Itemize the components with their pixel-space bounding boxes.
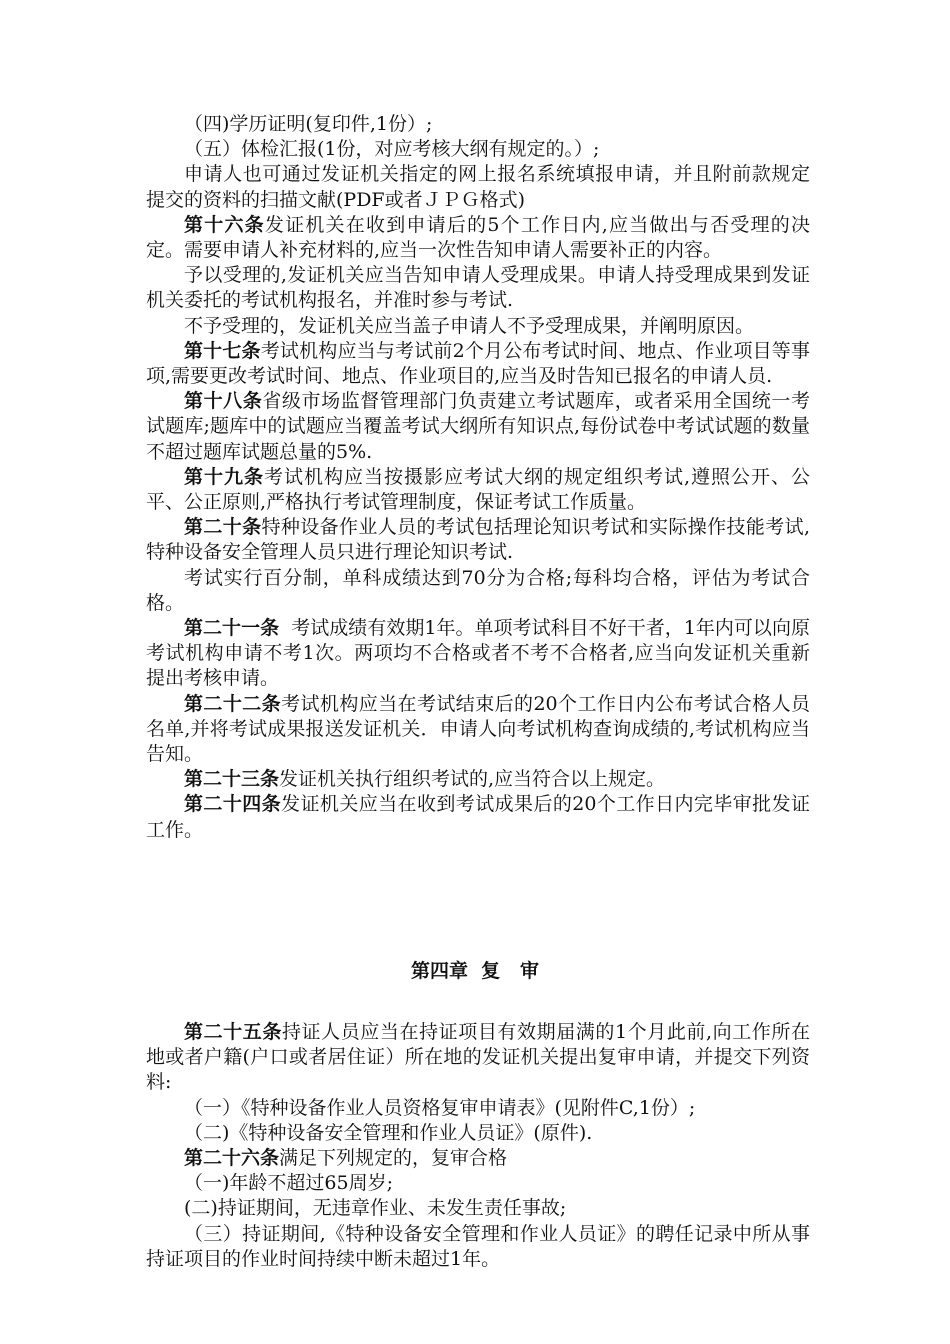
article-26-title: 第二十六条: [184, 1147, 280, 1170]
article-18-text: 省级市场监督管理部门负责建立考试题库，或者采用全国统一考试题库;题库中的试题应当覆盖考试大纲所有知识点,每份试卷中考试试题的数量不超过题库试题总量的5%.: [146, 390, 810, 463]
article-17: [146, 339, 810, 389]
article-19: [146, 465, 810, 515]
item-education-proof: （四)学历证明(复印件,1份）;: [184, 113, 433, 135]
chapter-heading: 第四章 复 审: [410, 960, 540, 982]
article-18-title: 第十八条: [184, 390, 263, 413]
article-23-text: 发证机关执行组织考试的,应当符合以上规定。: [279, 768, 666, 791]
paragraph-online-application: 申请人也可通过发证机关指定的网上报名系统填报申请，并且附前款规定提交的资料的扫描文献(PDF或者ＪＰＧ格式): [146, 163, 810, 211]
article-24: [146, 792, 810, 842]
article-17-text: 考试机构应当与考试前2个月公布考试时间、地点、作业项目等事项,需要更改考试时间、地点、作业项目的,应当及时告知已报名的申请人员.: [146, 339, 810, 388]
paragraph-accepted: 予以受理的,发证机关应当告知申请人受理成果。申请人持受理成果到发证机关委托的考试机构报名，并准时参与考试.: [146, 264, 810, 312]
article-24-title: 第二十四条: [184, 793, 282, 816]
item-no-violation: (二)持证期间，无违章作业、未发生责任事故;: [184, 1197, 567, 1220]
article-18: [146, 389, 810, 465]
article-23: [146, 767, 810, 792]
article-25: [146, 1020, 810, 1096]
article-17-title: 第十七条: [184, 339, 261, 362]
item-review-form: （一）《特种设备作业人员资格复审申请表》(见附件C,1份）;: [184, 1096, 696, 1119]
article-21-title: 第二十一条: [184, 617, 280, 640]
article-25-text: 持证人员应当在持证项目有效期届满的1个月此前,向工作所在地或者户籍(户口或者居住证）所在地的发证机关提出复审申请，并提交下列资料:: [146, 1021, 810, 1094]
review-text-block: [146, 1020, 810, 1272]
article-22-text: 考试机构应当在考试结束后的20个工作日内公布考试合格人员名单,并将考试成果报送发证机关．申请人向考试机构查询成绩的,考试机构应当告知。: [146, 692, 810, 766]
article-20-title: 第二十条: [184, 516, 262, 539]
article-16: [146, 213, 810, 263]
article-19-title: 第十九条: [184, 465, 264, 488]
article-21-text: 考试成绩有效期1年。单项考试科目不好干者，1年内可以向原考试机构申请不考1次。两项均不合格或者不考不合格者,应当向发证机关重新提出考核申请。: [146, 617, 810, 690]
article-24-text: 发证机关应当在收到考试成果后的20个工作日内完毕审批发证工作。: [146, 793, 810, 841]
item-work-continuity: （三）持证期间,《特种设备安全管理和作业人员证》的聘任记录中所从事持证项目的作业时间持续中断未超过1年。: [146, 1222, 810, 1270]
paragraph-scoring: 考试实行百分制，单科成绩达到70分为合格;每科均合格，评估为考试合格。: [146, 566, 810, 614]
article-26: [146, 1146, 810, 1171]
article-20: [146, 515, 810, 565]
article-19-text: 考试机构应当按摄影应考试大纲的规定组织考试,遵照公开、公平、公正原则,严格执行考试管理制度，保证考试工作质量。: [146, 465, 810, 514]
article-23-title: 第二十三条: [184, 768, 280, 791]
article-20-text: 特种设备作业人员的考试包括理论知识考试和实际操作技能考试,特种设备安全管理人员只进行理论知识考试.: [146, 516, 810, 564]
article-21: [146, 616, 810, 692]
item-age-limit: （一)年龄不超过65周岁;: [184, 1172, 393, 1195]
item-certificate-original: （二)《特种设备安全管理和作业人员证》(原件).: [184, 1121, 593, 1144]
item-health-report: （五）体检汇报(1份，对应考核大纲有规定的。）;: [184, 138, 600, 161]
paragraph-not-accepted: 不予受理的，发证机关应当盖子申请人不予受理成果，并阐明原因。: [184, 314, 755, 337]
regulation-text-block: [146, 112, 810, 843]
article-16-title: 第十六条: [184, 213, 265, 236]
article-26-text: 满足下列规定的，复审合格: [279, 1147, 508, 1170]
article-25-title: 第二十五条: [184, 1021, 282, 1043]
article-16-text: 发证机关在收到申请后的5个工作日内,应当做出与否受理的决定。需要申请人补充材料的,应当一次性告知申请人需要补正的内容。: [146, 213, 810, 262]
article-22: [146, 692, 810, 768]
article-22-title: 第二十二条: [184, 692, 282, 715]
